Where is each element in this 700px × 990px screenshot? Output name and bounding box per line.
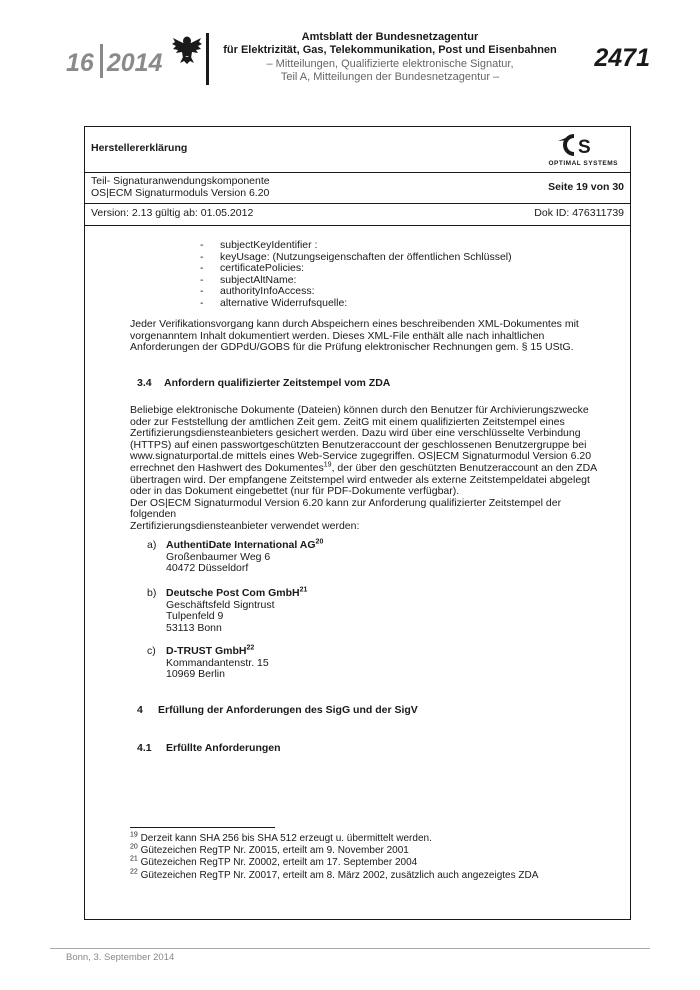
issue-year: 2014 <box>106 49 163 77</box>
provider-name-text: D-TRUST GmbH <box>166 645 247 657</box>
section-heading-4 <box>137 704 418 716</box>
footnote-ref: 22 <box>246 644 255 652</box>
provider-name <box>166 587 307 599</box>
provider-a <box>147 540 323 575</box>
component-line2: OS|ECM Signaturmoduls Version 6.20 <box>91 186 270 199</box>
issue-number: 16 <box>66 49 94 77</box>
document-frame <box>84 126 631 920</box>
footnote <box>130 870 538 882</box>
logo-text: OPTIMAL SYSTEMS <box>548 160 618 167</box>
gazette-subtitle <box>210 58 570 83</box>
list-item: - keyUsage: (Nutzungseigenschaften der öffentlichen Schlüssel) <box>200 252 512 264</box>
provider-address-line: Großenbaumer Weg 6 <box>166 550 271 563</box>
paragraph-line: folgenden <box>130 508 177 521</box>
list-item: - alternative Widerrufsquelle: <box>200 298 512 310</box>
paragraph-line <box>130 463 600 475</box>
provider-name-text: AuthentiDate International AG <box>166 539 316 551</box>
component-name <box>91 176 270 199</box>
paragraph-line: Jeder Verifikationsvorgang kann durch Abspeichern eines beschreibenden XML-Dokumentes mit <box>130 318 579 330</box>
footnote <box>130 845 538 857</box>
paragraph-text: errechnet den Hashwert des Dokumentes <box>130 461 324 474</box>
paragraph-line: Der OS|ECM Signaturmodul Version 6.20 kann zur Anforderung qualifizierter Zeitstempel der <box>130 496 562 509</box>
header-divider <box>206 33 209 85</box>
provider-name-text: Deutsche Post Com GmbH <box>166 587 300 599</box>
provider-label: b) <box>147 587 157 599</box>
section-title: Erfüllung der Anforderungen des SigG und der SigV <box>158 704 418 716</box>
gazette-title-line2: für Elektrizität, Gas, Telekommunikation, Post und Eisenbahnen <box>223 43 557 56</box>
provider-address-line: 10969 Berlin <box>166 668 225 681</box>
page-count: Seite 19 von 30 <box>548 181 624 193</box>
section-number: 4.1 <box>137 742 152 754</box>
issue-label <box>66 44 162 78</box>
svg-text:S: S <box>578 137 591 158</box>
doc-title: Herstellererklärung <box>91 142 188 154</box>
timestamp-paragraph <box>130 405 600 533</box>
verification-paragraph <box>130 319 600 354</box>
footnote-text: Derzeit kann SHA 256 bis SHA 512 erzeugt u. übermittelt werden. <box>140 833 432 844</box>
provider-address-line: Geschäftsfeld Signtrust <box>166 598 275 611</box>
paragraph-line: übertragen wird. Der empfangene Zeitstempel wird entweder als externe Zeitstempeldatei abgelegt <box>130 473 590 486</box>
list-item: - certificatePolicies: <box>200 263 512 275</box>
footnote <box>130 833 538 845</box>
gazette-title <box>210 31 570 56</box>
version-info: Version: 2.13 gültig ab: 01.05.2012 <box>91 207 254 219</box>
footnote-text: Gütezeichen RegTP Nr. Z0015, erteilt am 9. November 2001 <box>140 845 409 857</box>
page-number: 2471 <box>594 44 650 72</box>
provider-name <box>166 539 323 551</box>
footnote-ref: 19 <box>323 461 332 469</box>
section-title: Anfordern qualifizierter Zeitstempel vom ZDA <box>164 377 391 389</box>
provider-b <box>147 588 307 634</box>
footnote-text: Gütezeichen RegTP Nr. Z0017, erteilt am 8. März 2002, zusätzlich auch angezeigtes ZDA <box>140 869 539 881</box>
gazette-title-line1: Amtsblatt der Bundesnetzagentur <box>301 31 479 43</box>
document-id: Dok ID: 476311739 <box>534 207 624 219</box>
paragraph-line: oder in das Dokument eingebettet (nur für PDF-Dokumente verfügbar). <box>130 485 460 498</box>
doc-header-row-title <box>85 127 630 173</box>
paragraph-line: Beliebige elektronische Dokumente (Dateien) können durch den Benutzer für Archivierungszwecke <box>130 404 589 416</box>
provider-address-line: 53113 Bonn <box>166 621 222 634</box>
footer-divider <box>50 948 650 949</box>
paragraph-line: vorgenanntem Inhalt dokumentiert werden. Dieses XML-File enthält alle nach inhaltlichen <box>130 329 545 342</box>
paragraph-line: Anforderungen der GDPdU/GOBS für die Prüfung elektronischer Rechnungen gem. § 15 UStG. <box>130 341 574 354</box>
extension-list <box>200 240 512 310</box>
provider-label: c) <box>147 645 156 657</box>
footnote-number: 19 <box>130 831 138 839</box>
paragraph-line: (HTTPS) auf einen passwortgeschützten Benutzeraccount der geschlossenen Benutzergruppe bei <box>130 438 587 451</box>
doc-header-row-component <box>85 173 630 204</box>
component-line1: Teil- Signaturanwendungskomponente <box>91 175 270 187</box>
gazette-subtitle-line1: – Mitteilungen, Qualifizierte elektronische Signatur, <box>266 58 514 70</box>
paragraph-line: oder zur Feststellung der amtlichen Zeit gem. ZeitG mit einem qualifizierten Zeitstempel eines <box>130 415 565 428</box>
list-item: - subjectAltName: <box>200 275 512 287</box>
section-title: Erfüllte Anforderungen <box>166 742 281 754</box>
section-number: 4 <box>137 704 143 716</box>
footnote-number: 20 <box>130 843 138 851</box>
doc-header-row-version <box>85 204 630 226</box>
list-item: - authorityInfoAccess: <box>200 286 512 298</box>
footnote-ref: 21 <box>299 586 308 594</box>
issue-separator <box>100 44 103 78</box>
list-item: - subjectKeyIdentifier : <box>200 240 512 252</box>
paragraph-text: , der über den geschützten Benutzeraccount an den ZDA <box>331 461 598 474</box>
paragraph-line: Zertifizierungsdiensteanbieter verwendet werden: <box>130 519 360 532</box>
section-number: 3.4 <box>137 377 152 389</box>
paragraph-line: www.signaturportal.de mittels eines Web-Service zugegriffen. OS|ECM Signaturmodul Version 6.20 <box>130 450 592 463</box>
footnote-text: Gütezeichen RegTP Nr. Z0002, erteilt am 17. September 2004 <box>140 857 418 869</box>
footnote <box>130 857 538 869</box>
provider-address-line: 40472 Düsseldorf <box>166 562 249 575</box>
footnote-ref: 20 <box>315 538 324 546</box>
federal-eagle-icon <box>170 32 204 66</box>
footnote-number: 22 <box>130 868 138 876</box>
provider-address-line: Tulpenfeld 9 <box>166 610 224 623</box>
provider-address-line: Kommandantenstr. 15 <box>166 656 269 669</box>
provider-c <box>147 646 269 681</box>
gazette-subtitle-line2: Teil A, Mitteilungen der Bundesnetzagentur – <box>280 70 500 83</box>
paragraph-line: Zertifizierungsdiensteanbieters gesichert werden. Dazu wird über eine verschlüsselte Verbindung <box>130 427 581 440</box>
footnote-divider <box>130 827 275 828</box>
section-heading-4-1 <box>137 742 281 754</box>
section-heading-3-4 <box>137 377 390 389</box>
provider-label: a) <box>147 539 157 551</box>
footnotes <box>130 833 538 882</box>
footnote-number: 21 <box>130 856 138 864</box>
footer-date: Bonn, 3. September 2014 <box>66 952 175 963</box>
provider-name <box>166 645 254 657</box>
